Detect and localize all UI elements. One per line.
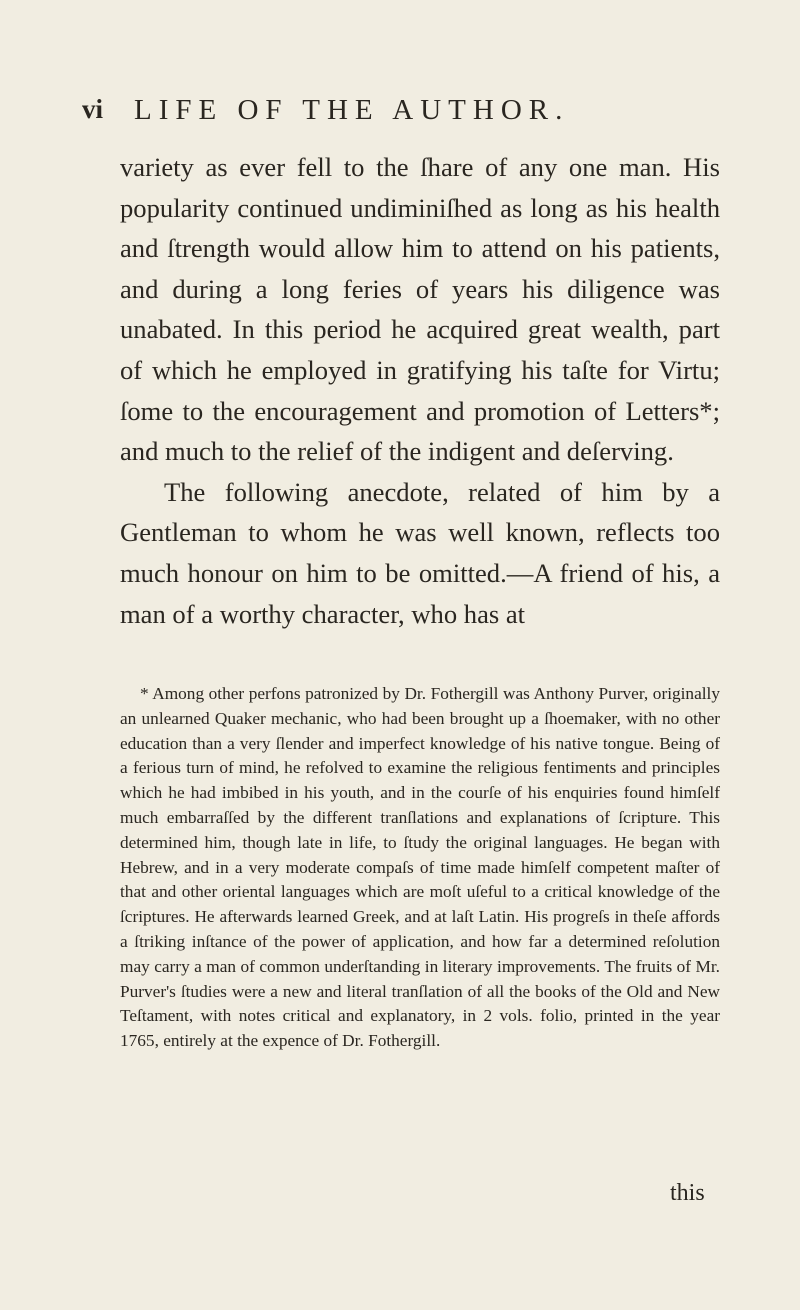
page-header xyxy=(82,94,722,134)
running-head: LIFE OF THE AUTHOR. xyxy=(134,94,570,126)
main-text xyxy=(120,147,720,634)
paragraph-1: variety as ever fell to the ſhare of any one man. His popularity continued undiminiſhed as long as his health and ſtrength would allow him to attend on his patients, and during a long feries of years his diligence was unabated. In this period he acquired great wealth, part of which he employed in gratifying his taſte for Virtu; ſome to the encouragement and promotion of Letters*; and much to the relief of the indigent and deſerving. xyxy=(120,152,720,467)
catchword: this xyxy=(670,1180,705,1206)
footnote-text: * Among other perfons patronized by Dr. Fothergill was Anthony Purver, originally an unlearned Quaker mechanic, who had been brought up a ſhoemaker, with no other education than a very ſlender and imperfect knowledge of his native tongue. Being of a ferious turn of mind, he refolved to examine the religious fentiments and principles which he had imbibed in his youth, and in the courſe of his enquiries found himſelf much embarraſſed by the different tranſlations and explanations of ſcripture. This determined him, though late in life, to ſtudy the original languages. He began with Hebrew, and in a very moderate compaſs of time made himſelf competent maſter of that and other oriental languages which are moſt uſeful to a critical knowledge of the ſcriptures. He afterwards learned Greek, and at laſt Latin. His progreſs in theſe affords a ſtriking inſtance of the power of application, and how far a determined reſolution may carry a man of common underſtanding in literary improvements. The fruits of Mr. Purver's ſtudies were a new and literal tranſlation of all the books of the Old and New Teſtament, with notes critical and explanatory, in 2 vols. folio, printed in the year 1765, entirely at the expence of Dr. Fothergill. xyxy=(120,684,720,1051)
paragraph-2: The following anecdote, related of him by a Gentleman to whom he was well known, reflects too much honour on him to be omitted.—A friend of his, a man of a worthy character, who has at xyxy=(120,476,720,629)
footnote xyxy=(120,682,720,1054)
page-number: vi xyxy=(82,94,104,124)
